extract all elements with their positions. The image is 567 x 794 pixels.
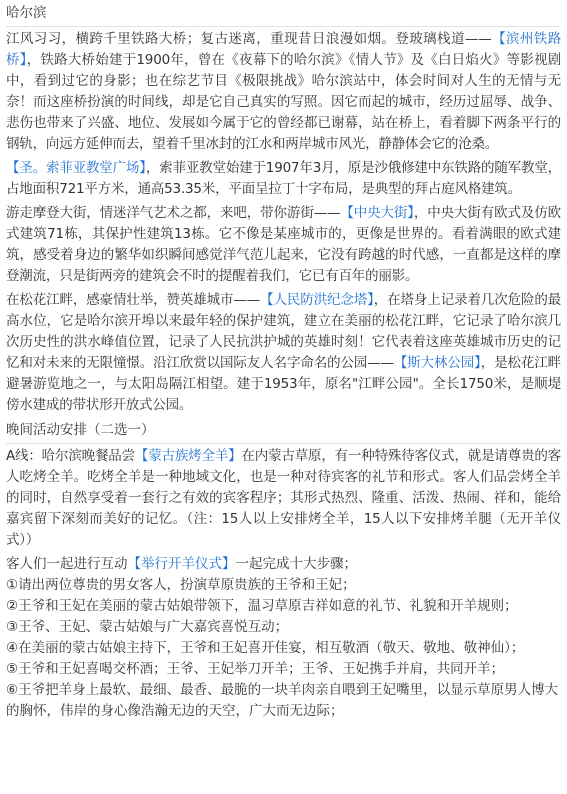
link-sophia-church[interactable]: 【圣。索菲亚教堂广场】 — [6, 160, 146, 176]
paragraph-railway-bridge — [6, 29, 561, 155]
text: 客人们一起进行互动 — [6, 556, 128, 572]
text: ，铁路大桥始建于1900年，曾在《夜幕下的哈尔滨》《情人节》及《白日焰火》等影视剧中，看到过它的身影；也在综艺节目《极限挑战》哈尔滨站中，体会时间对人生的无情与无奈！而这座桥扮演的时间线，却是它自己真实的写照。因它而起的城市，经历过屈辱、战争、悲伤也带来了兴盛、地位、发展如今属于它的曾经都已谢幕，站在桥上，看着脚下两条平行的钢轨，向远方延伸而去，望着千里冰封的江水和两岸城市风光，静静体会它的沧桑。 — [6, 52, 561, 152]
divider — [6, 443, 561, 444]
paragraph-flood-tower — [6, 290, 561, 416]
divider — [6, 26, 561, 27]
text: ，是松花江畔避暑游览地之一，与太阳岛隔江相望。建于1953年，原名"江畔公园"。全长1750米，是顺堤傍水建成的带状形开放式公园。 — [6, 355, 561, 413]
paragraph-central-street — [6, 203, 561, 287]
link-lamb-ceremony[interactable]: 【举行开羊仪式】 — [127, 556, 236, 572]
text: ，索菲亚教堂始建于1907年3月，原是沙俄修建中东铁路的随军教堂，占地面积721平方米，通高53.35米，平面呈拉丁十字布局，是典型的拜占庭风格建筑。 — [6, 160, 561, 197]
text: 在内蒙古草原，有一种特殊待客仪式，就是请尊贵的客人吃烤全羊。吃烤全羊是一种地域文化，也是一种对待宾客的礼节和形式。客人们品尝烤全羊的同时，自然享受着一套行之有效的宾客程序；其形式热烈、隆重、活泼、热闹、祥和，能给嘉宾留下深刻而美好的记忆。（注：15人以上安排烤全羊，15人以下安排烤羊腿（无开羊仪式）） — [6, 448, 561, 548]
step-item: ④在美丽的蒙古姑娘主持下，王爷和王妃喜开佳宴，相互敬酒（敬天、敬地、敬神仙）； — [6, 640, 525, 656]
link-roast-lamb[interactable]: 【蒙古族烤全羊】 — [134, 448, 242, 464]
link-flood-tower[interactable]: 【人民防洪纪念塔】 — [260, 292, 374, 308]
text: 江风习习，横跨千里铁路大桥；复古迷离，重现昔日浪漫如烟。登玻璃栈道—— — [6, 31, 492, 47]
step-item: ②王爷和王妃在美丽的蒙古姑娘带领下，温习草原吉祥如意的礼节、礼貌和开羊规则； — [6, 598, 518, 614]
section-title-harbin: 哈尔滨 — [6, 5, 47, 21]
text: ，中央大街有欧式及仿欧式建筑71栋，其保护性建筑13栋。它不像是某座城市的，更像是世界的。看着满眼的欧式建筑，感受着身边的繁华如织瞬间感觉洋气范儿起来，它没有跨越的时代感，一直都是这样的摩登潮流，只是街两旁的建筑会不时的提醒着我们，它已有百年的丽影。 — [6, 205, 561, 284]
step-item: ⑤王爷和王妃喜喝交杯酒；王爷、王妃举刀开羊；王爷、王妃携手并肩，共同开羊； — [6, 661, 505, 677]
link-central-street[interactable]: 【中央大街】 — [340, 205, 414, 221]
link-railway-bridge[interactable]: 【滨州铁路桥】 — [6, 31, 562, 68]
paragraph-interaction — [6, 554, 561, 575]
section-title-evening: 晚间活动安排（二选一） — [6, 422, 155, 438]
text: 一起完成十大步骤； — [235, 556, 357, 572]
text: A线：哈尔滨晚餐品尝 — [6, 448, 135, 464]
step-item: ⑥王爷把羊身上最软、最细、最香、最脆的一块羊肉亲自喂到王妃嘴里，以显示草原男人博大的胸怀，伟岸的身心像浩瀚无边的天空，广大而无边际； — [6, 682, 559, 719]
text: 在松花江畔，感豪情壮举，赞英雄城市—— — [6, 292, 261, 308]
text: ，在塔身上记录着几次危险的最高水位，它是哈尔滨开埠以来最年轻的保护建筑，建立在美丽的松花江畔，它记录了哈尔滨几次历史性的洪水峰值位置，记录了人民抗洪护城的英雄时刻！它代表着这座英雄城市历史的记忆和对未来的无限憧憬。沿江欣赏以国际友人名字命名的公园—— — [6, 292, 562, 371]
text: 游走摩登大街，情迷洋气艺术之都，来吧，带你游街—— — [6, 205, 341, 221]
step-item: ①请出两位尊贵的男女客人，扮演草原贵族的王爷和王妃； — [6, 577, 356, 593]
link-stalin-park[interactable]: 【斯大林公园】 — [393, 355, 481, 371]
step-item: ③王爷、王妃、蒙古姑娘与广大嘉宾喜悦互动； — [6, 619, 289, 635]
paragraph-sophia-church — [6, 158, 561, 200]
paragraph-roast-lamb — [6, 446, 561, 551]
